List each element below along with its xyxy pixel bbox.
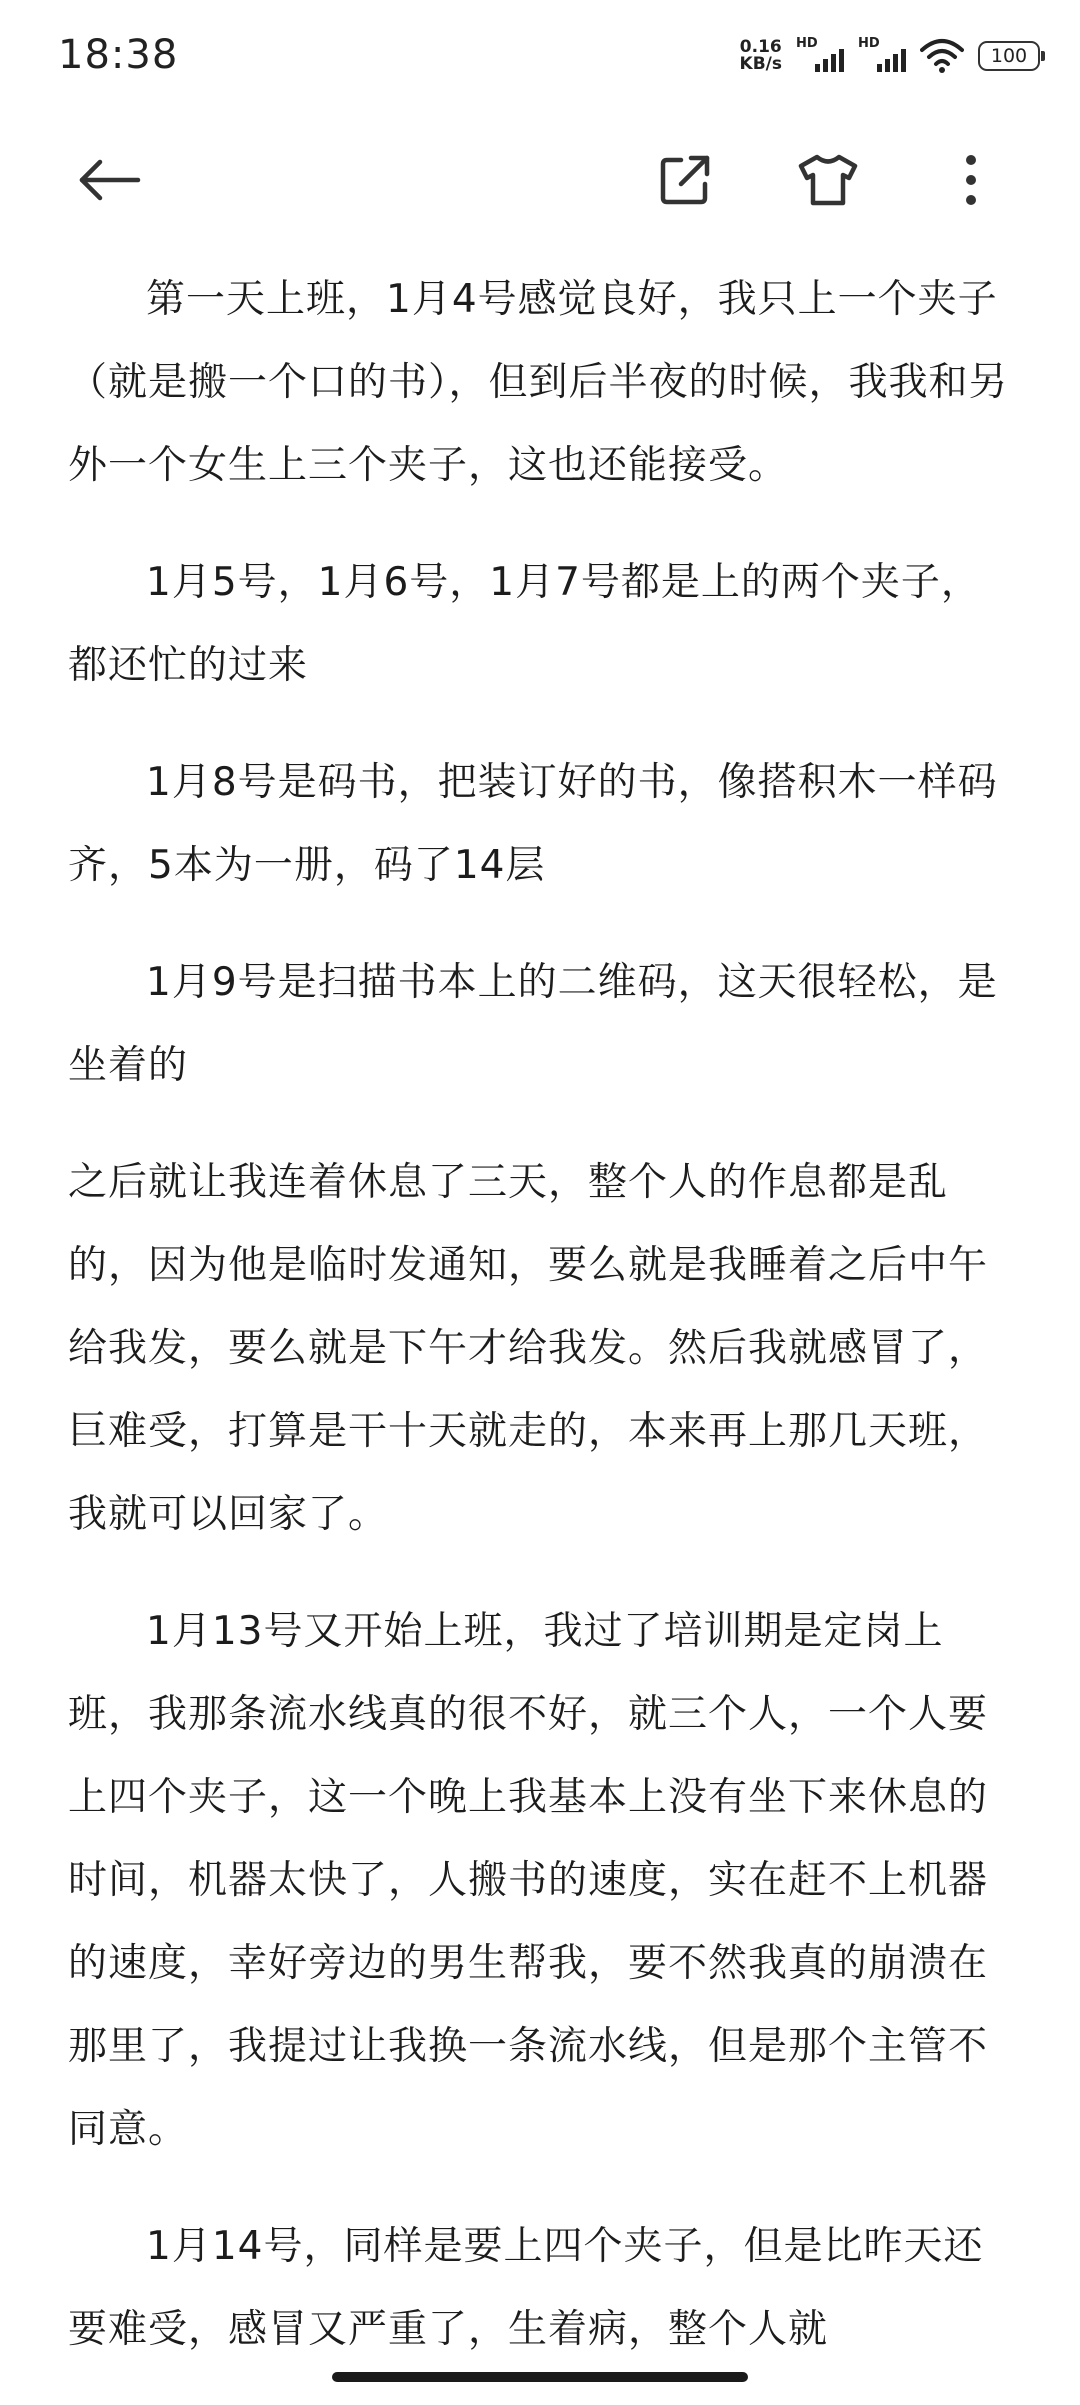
status-icons [740,36,1040,76]
gesture-nav-handle[interactable] [332,2372,748,2382]
network-speed [740,39,782,73]
network-speed-value: 0.16 [739,37,782,57]
share-button[interactable] [650,145,720,215]
article-paragraph: 1月9号是扫描书本上的二维码，这天很轻松，是坐着的 [68,960,998,1088]
article-paragraph: 1月14号，同样是要上四个夹子，但是比昨天还要难受，感冒又严重了，生着病，整个人就 [68,2224,984,2352]
battery-level: 100 [990,45,1028,67]
sim1-signal-icon [796,36,844,76]
sim2-signal-icon [858,36,906,76]
article-paragraph: 1月5号，1月6号，1月7号都是上的两个夹子，都还忙的过来 [68,560,981,688]
article-body [68,258,1018,2405]
back-button[interactable] [75,145,145,215]
theme-button[interactable] [793,145,863,215]
more-vertical-icon [963,152,979,208]
sim2-hd-label: HD [858,36,880,51]
top-toolbar [0,120,1080,240]
battery-icon [978,41,1040,71]
article-paragraph: 第一天上班，1月4号感觉良好，我只上一个夹子（就是搬一个口的书），但到后半夜的时候，我我和另外一个女生上三个夹子，这也还能接受。 [68,277,1009,488]
article-paragraph: 之后就让我连着休息了三天，整个人的作息都是乱的，因为他是临时发通知，要么就是我睡着之后中午给我发，要么就是下午才给我发。然后我就感冒了，巨难受，打算是干十天就走的，本来再上那几天班，我就可以回家了。 [68,1160,989,1537]
status-time: 18:38 [58,32,179,78]
sim1-hd-label: HD [796,36,818,51]
more-options-button[interactable] [936,145,1006,215]
share-external-icon [657,152,713,208]
wifi-icon [920,38,964,74]
status-bar [0,0,1080,120]
arrow-left-icon [78,158,142,202]
network-speed-unit: KB/s [739,54,782,74]
article-paragraph: 1月8号是码书，把装订好的书，像搭积木一样码齐，5本为一册，码了14层 [68,760,998,888]
tshirt-icon [797,152,859,208]
article-paragraph: 1月13号又开始上班，我过了培训期是定岗上班，我那条流水线真的很不好，就三个人，一个人要上四个夹子，这一个晚上我基本上没有坐下来休息的时间，机器太快了，人搬书的速度，实在赶不上机器的速度，幸好旁边的男生帮我，要不然我真的崩溃在那里了，我提过让我换一条流水线，但是那个主管不同意。 [68,1609,989,2152]
